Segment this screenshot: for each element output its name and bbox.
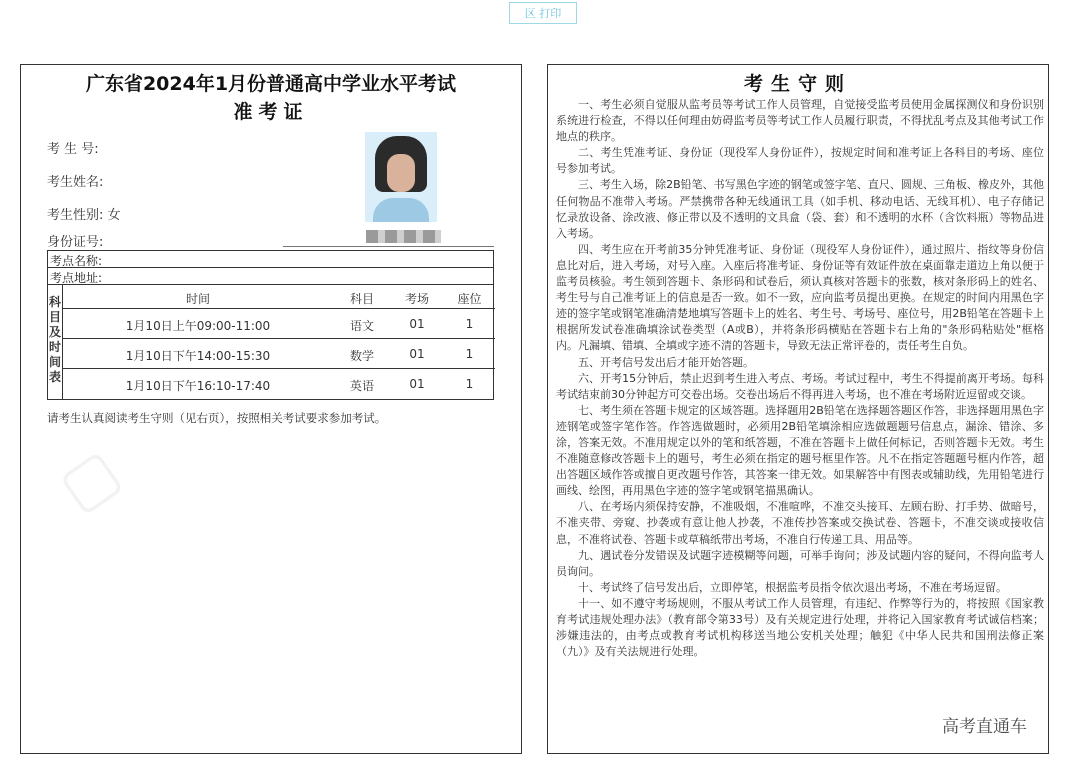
header-time: 时间 [185,292,210,306]
row-time: 1月10日下午16:10-17:40 [125,379,271,393]
row-seat: 1 [465,317,474,331]
row-time: 1月10日下午14:00-15:30 [125,349,271,363]
gender-field [47,204,121,223]
rules-list [556,97,1044,660]
row-time: 1月10日上午09:00-11:00 [125,319,271,333]
rule-item: 四、考生应在开考前35分钟凭准考证、身份证（现役军人身份证件），通过照片、指纹等身份信息比对后，进入考场，对号入座。入座后将准考证、身份证等有效证件放在桌面靠走道边上角以便于监考员核验。考生领到答题卡、条形码和试卷后，须认真核对答题卡的张数，核对条形码上的姓名、考生号与自己准考证上的信息是否一致。如不一致，应向监考员提出更换。在规定的时间内用黑色字迹的签字笔或钢笔准确清楚地填写答题卡上的姓名、考生号、考场号、座位号，用2B铅笔在答题卡上根据所发试卷准确填涂试卷类型（A或B），并将条形码横贴在答题卡右上角的"条形码粘贴处"框格内。凡漏填、错填、全填或字迹不清的答题卡，导致无法正常评卷的，责任考生自负。 [556,242,1044,353]
row-room: 01 [409,317,425,331]
rule-item: 七、考生须在答题卡规定的区域答题。选择题用2B铅笔在选择题答题区作答，非选择题用黑色字迹钢笔或签字笔作答。作答选做题时，必须用2B铅笔填涂相应选做题题号信息点，漏涂、错涂、多涂，答案无效。不准用规定以外的笔和纸答题，不准在答题卡上做任何标记，否则答题卡无效。考生不准随意修改答题卡上的题号，考生必须在指定的题号框里作答。凡不在指定答题题号框内作答，超出答题区域作答或擅自更改题号作答，其答案一律无效。如果解答中有图表或辅助线，先用铅笔进行画线、绘图，再用黑色字迹的签字笔或钢笔描黑确认。 [556,403,1044,498]
row-subject: 数学 [349,349,374,363]
id-number-redacted [366,230,441,243]
watermark: ▢ [46,435,133,525]
rule-item: 十、考试终了信号发出后，立即停笔，根据监考员指令依次退出考场，不准在考场逗留。 [578,580,1007,594]
row-seat: 1 [465,377,474,391]
table-row [62,369,495,399]
row-seat: 1 [465,347,474,361]
exam-schedule-table [47,250,494,400]
table-row [62,309,495,339]
candidate-photo [365,132,437,222]
ticket-title: 广东省2024年1月份普通高中学业水平考试 [85,73,457,95]
rule-item: 十一、如不遵守考场规则，不服从考试工作人员管理，有违纪、作弊等行为的，将按照《国家教育考试违规处理办法》（教育部令第33号）及有关规定进行处理，并将记入国家教育考试诚信档案；涉嫌违法的，由考点或教育考试机构移送当地公安机关处理；触犯《中华人民共和国刑法修正案（九）》及有关法规进行处理。 [556,596,1044,659]
site-name-row [48,251,493,268]
row-room: 01 [409,347,425,361]
header-seat: 座位 [457,292,482,306]
row-subject: 英语 [349,379,374,393]
id-number-label: 身份证号: [47,235,104,250]
header-subject: 科目 [349,292,374,306]
header-room: 考场 [404,292,429,306]
rules-title: 考生守则 [743,73,852,95]
rule-item: 八、在考场内须保持安静，不准吸烟，不准喧哗，不准交头接耳、左顾右盼、打手势、做暗号，不准夹带、旁窥、抄袭或有意让他人抄袭，不准传抄答案或交换试卷、答题卡，不准交谈或接收信息，不准将试卷、答题卡或草稿纸带出考场，不准自行传递工具、用品等。 [556,500,1044,546]
rule-item: 九、遇试卷分发错误及试题字迹模糊等问题，可举手询问；涉及试题内容的疑问，不得向监考人员询问。 [556,548,1044,578]
ticket-subtitle: 准考证 [233,101,309,123]
print-button[interactable]: 区 打印 [509,2,577,24]
table-row [62,339,495,369]
brand-watermark: 高考直通车 [942,717,1027,737]
row-room: 01 [409,377,425,391]
candidate-name-label: 考生姓名: [47,175,104,190]
rule-item: 六、开考15分钟后，禁止迟到考生进入考点、考场。考试过程中，考生不得提前离开考场。每科考试结束前30分钟起方可交卷出场。交卷出场后不得再进入考场，也不准在考场附近逗留或交谈。 [556,371,1044,401]
rule-item: 二、考生凭准考证、身份证（现役军人身份证件），按规定时间和准考证上各科目的考场、座位号参加考试。 [556,146,1044,176]
rule-item: 三、考生入场，除2B铅笔、书写黑色字迹的钢笔或签字笔、直尺、圆规、三角板、橡皮外，其他任何物品不准带入考场。严禁携带各种无线通讯工具（如手机、移动电话、无线耳机）、电子存储记忆录放设备、涂改液、修正带以及不透明的文具盒（袋、套）和不透明的水杯（含饮料瓶）等物品进入考场。 [556,178,1044,240]
ticket-note: 请考生认真阅读考生守则（见右页），按照相关考试要求参加考试。 [47,411,387,425]
divider [62,285,63,399]
table-header-row [62,285,495,309]
site-name-label: 考点名称: [50,254,103,268]
divider [283,246,494,247]
gender-label: 考生性别: [47,208,104,223]
rule-item: 五、开考信号发出后才能开始答题。 [578,355,754,369]
schedule-side-label: 科目及时间表 [48,295,61,384]
row-subject: 语文 [349,319,374,333]
site-address-label: 考点地址: [50,271,103,285]
gender-value: 女 [107,208,121,223]
site-address-row [48,268,493,285]
rule-item: 一、考生必须自觉服从监考员等考试工作人员管理，自觉接受监考员使用金属探测仪和身份识别系统进行检查，不得以任何理由妨碍监考员等考试工作人员履行职责，不得扰乱考点及其他考试工作地点的秩序。 [556,98,1044,144]
exam-number-label: 考 生 号: [47,142,99,157]
admission-ticket [20,64,522,754]
candidate-rules [547,64,1049,754]
